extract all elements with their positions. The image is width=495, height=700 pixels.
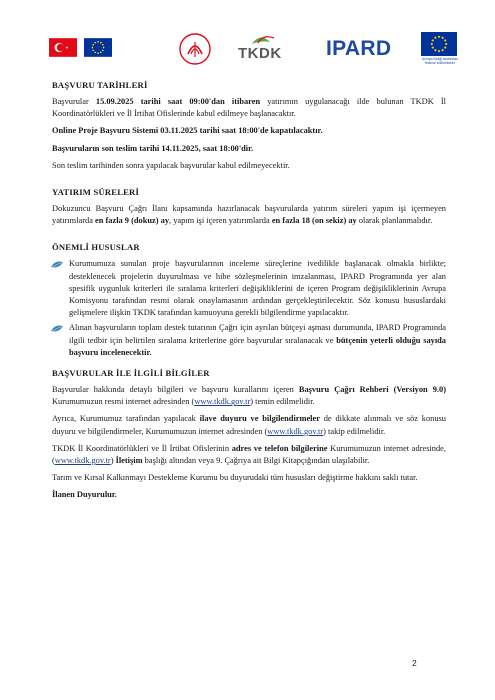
eu-funding-logo	[418, 32, 460, 72]
info-paragraph-2	[52, 413, 446, 437]
leaf-bullet-icon	[50, 324, 64, 333]
text: de dikkate alınmalı ve söz konusu duyuru ve bilgilendirmeler, Kurumumuzun internet adresinden (	[52, 414, 446, 436]
tkdk-website-link[interactable]: www.tkdk.gov.tr	[194, 397, 251, 407]
text: yatırımın uygulanacağı ilde bulunan TKDK İl Koordinatörlükleri ve İl İrtibat Ofislerinde kabul edilmeye başlanacaktır.	[52, 97, 446, 119]
text: başlığı altından veya 9. Çağrıya ait Bilgi Kitapçığından ulaşılabilir.	[142, 456, 370, 466]
text-bold: Başvuru Çağrı Rehberi (Versiyon 9.0)	[298, 385, 446, 395]
tkdk-website-link[interactable]: www.tkdk.gov.tr	[267, 426, 324, 436]
section-title-info: BAŞVURULAR İLE İLGİLİ BİLGİLER	[52, 368, 210, 379]
turkey-flag-icon	[49, 38, 77, 57]
notes-bullet-1	[52, 258, 446, 319]
notes-bullet-2	[52, 322, 446, 359]
text-bold: İletişim	[115, 456, 143, 466]
info-paragraph-3	[52, 443, 446, 467]
text-bold: adres ve telefon bilgilerine	[231, 443, 328, 453]
leaf-bullet-icon	[50, 260, 64, 269]
text: ) temin edilmelidir.	[250, 397, 315, 407]
text-bold: en fazla 18 (on sekiz) ay	[271, 216, 357, 226]
text-bold: ilave duyuru ve bilgilendirmeler	[199, 414, 320, 424]
text-bold: en fazla 9 (dokuz) ay	[95, 216, 170, 226]
text: olarak planlanmalıdır.	[356, 216, 433, 226]
ipard-logo-text: IPARD	[326, 37, 392, 60]
logo-header	[0, 30, 495, 70]
tkdk-logo-text: TKDK	[238, 45, 282, 62]
dates-paragraph-2: Online Proje Başvuru Sistemi 03.11.2025 tarihi saat 18:00'de kapatılacaktır.	[52, 126, 323, 136]
dates-paragraph-4: Son teslim tarihinden sonra yapılacak başvurular kabul edilmeyecektir.	[52, 160, 290, 170]
text: Kurumumuzun resmi internet adresinden (	[52, 397, 195, 407]
text: Kurumumuza sunulan proje başvurularının inceleme süreçlerine ivedilikle başlanacak olmakla birlikte; desteklenecek projelerin duyurulması ve hibe sözleşmelerinin imzalanması, IPARD Programında yer alan spesifik uygunluk kriterleri ile sıralama kriterleri değişikliklerini de içeren Program değişikliklerinin Avrupa Komisyonu tarafından resmi olarak onaylamasının ardından gerçekleştirilecektir. Söz konusu hususlardaki gelişmelere ilişkin TKDK tarafından kamuoyuna gerekli bilgilendirme yapılacaktır.	[69, 259, 446, 318]
ministry-emblem-icon	[178, 32, 212, 66]
text: Ayrıca, Kurumumuz tarafından yapılacak	[52, 414, 200, 424]
text: Dokuzuncu Başvuru Çağrı İlanı kapsamında hazırlanacak başvurularda yatırım süreleri yapım işi içermeyen yatırımlarda	[52, 204, 446, 226]
text: Başvurular	[52, 97, 96, 106]
text-bold: 15.09.2025 tarihi saat 09:00'dan itibaren	[95, 97, 261, 106]
text: Başvurular hakkında detaylı bilgileri ve başvuru kurallarını içeren	[52, 385, 299, 395]
info-closing-line: İlanen Duyurulur.	[52, 490, 117, 500]
info-paragraph-4: Tarım ve Kırsal Kalkınmayı Destekleme Kurumu bu duyurudaki tüm hususları değiştirme hakkını saklı tutar.	[52, 473, 418, 483]
text: )	[110, 456, 116, 466]
dates-paragraph-3: Başvuruların son teslim tarihi 14.11.2025, saat 18:00'dir.	[52, 143, 254, 153]
eu-flag-icon	[421, 32, 457, 56]
tkdk-website-link[interactable]: www.tkdk.gov.tr	[54, 456, 111, 466]
dates-paragraph-1	[52, 96, 446, 120]
text: ) takip edilmelidir.	[323, 426, 386, 436]
page-number: 2	[412, 658, 417, 668]
ipard-logo	[326, 37, 406, 63]
eu-funding-caption: Avrupa Birliği tarafından finanse edilmektedir	[421, 57, 459, 65]
text: , yapım işi içeren yatırımlarda	[169, 216, 272, 226]
info-paragraph-1	[52, 384, 446, 408]
eu-flag-icon	[84, 38, 112, 57]
text: Kurumumuzun internet adresinde, (	[52, 443, 446, 466]
tkdk-logo	[230, 34, 292, 64]
text: Alınan başvuruların toplam destek tutarının Çağrı için ayrılan bütçeyi aşması durumunda, IPARD Programında ilgili tedbir için belirtilen sıralama kriterlerine göre başvurular sıralanacak ve	[69, 323, 446, 345]
durations-paragraph	[52, 203, 446, 227]
text: TKDK İl Koordinatörlükleri ve İl İrtibat Ofislerinin	[52, 443, 232, 453]
section-title-notes: ÖNEMLİ HUSUSLAR	[52, 242, 140, 253]
section-title-dates: BAŞVURU TARİHLERİ	[52, 80, 148, 90]
section-title-durations: YATIRIM SÜRELERİ	[52, 187, 140, 198]
text-bold: bütçenin yeterli olduğu sayıda başvuru incelenecektir.	[69, 335, 446, 357]
announcement-body	[52, 80, 446, 507]
